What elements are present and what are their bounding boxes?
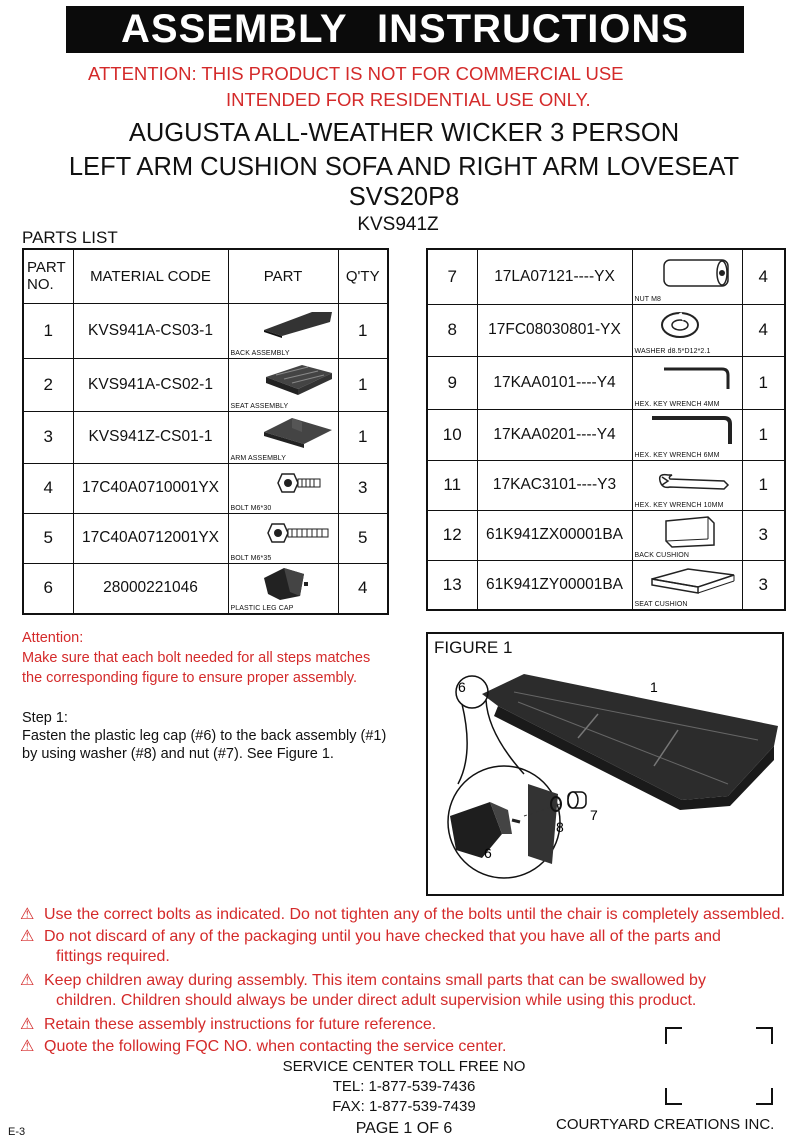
part-name: HEX. KEY WRENCH 4MM <box>634 400 720 408</box>
part-qty: 4 <box>338 563 388 614</box>
part-cell <box>228 513 338 563</box>
table-row <box>427 409 785 460</box>
washer-icon <box>658 309 708 343</box>
back-assembly-icon <box>262 308 334 338</box>
material-code: KVS941A-CS02-1 <box>73 358 228 411</box>
wrench-10mm-icon <box>654 467 738 497</box>
hex-key-6mm-icon <box>648 414 738 448</box>
header-qty: Q'TY <box>338 249 388 303</box>
part-qty: 3 <box>742 560 785 610</box>
table-row <box>23 358 388 411</box>
bolt-m6-35-icon <box>252 520 334 546</box>
material-code: 17KAA0201----Y4 <box>477 409 632 460</box>
part-qty: 4 <box>742 249 785 304</box>
part-name: BOLT M6*35 <box>230 554 272 562</box>
part-cell <box>632 510 742 560</box>
back-assembly-diagram <box>428 634 782 894</box>
seat-cushion-icon <box>648 565 738 595</box>
warning-text: Retain these assembly instructions for future reference. <box>44 1016 437 1033</box>
table-row <box>427 560 785 610</box>
attention-line-1: ATTENTION: THIS PRODUCT IS NOT FOR COMMERCIAL USE <box>88 63 624 84</box>
part-no: 11 <box>427 460 477 510</box>
part-qty: 1 <box>742 409 785 460</box>
leg-cap-stud <box>512 820 520 822</box>
warning-text: Use the correct bolts as indicated. Do not tighten any of the bolts until the chair is completely assembled. <box>44 906 785 923</box>
material-code: 28000221046 <box>73 563 228 614</box>
table-row <box>427 304 785 356</box>
material-code: 61K941ZY00001BA <box>477 560 632 610</box>
model-number-secondary: KVS941Z <box>357 214 439 235</box>
part-name: PLASTIC LEG CAP <box>230 605 294 612</box>
part-cell <box>228 303 338 358</box>
part-cell <box>632 356 742 409</box>
label-6-top: 6 <box>458 679 466 695</box>
part-no: 3 <box>23 411 73 463</box>
warning-triangle-icon: ⚠ <box>20 972 35 989</box>
page-number: PAGE 1 OF 6 <box>355 1120 453 1137</box>
material-code: 17C40A0710001YX <box>73 463 228 513</box>
part-name: BOLT M6*30 <box>230 504 272 512</box>
part-qty: 1 <box>338 358 388 411</box>
warning-text: Do not discard of any of the packaging until you have checked that you have all of the parts and <box>44 928 721 945</box>
table-row <box>427 249 785 304</box>
attention-note-line-2: the corresponding figure to ensure proper assembly. <box>22 670 358 686</box>
material-code: KVS941Z-CS01-1 <box>73 411 228 463</box>
part-no: 1 <box>23 303 73 358</box>
part-no: 4 <box>23 463 73 513</box>
table-row <box>427 510 785 560</box>
service-tel: TEL: 1-877-539-7436 <box>332 1078 476 1095</box>
header-part: PART <box>228 249 338 303</box>
nut-end <box>568 792 578 808</box>
label-6-bottom: 6 <box>484 845 492 861</box>
part-no: 6 <box>23 563 73 614</box>
part-qty: 1 <box>742 356 785 409</box>
step-line-2: by using washer (#8) and nut (#7). See Figure 1. <box>22 746 334 762</box>
nut-m8-icon <box>656 254 736 294</box>
table-row <box>23 563 388 614</box>
table-row <box>23 411 388 463</box>
attention-note-title: Attention: <box>22 630 84 646</box>
page-code: E-3 <box>8 1126 26 1138</box>
part-name: HEX. KEY WRENCH 6MM <box>634 451 720 459</box>
material-code: 17C40A0712001YX <box>73 513 228 563</box>
warning-4 <box>20 1014 436 1036</box>
bolt-m6-30-icon <box>258 470 330 496</box>
material-code: 17FC08030801-YX <box>477 304 632 356</box>
header-part-no: PART NO. <box>23 249 73 303</box>
material-code: 17KAA0101----Y4 <box>477 356 632 409</box>
parts-list-label: PARTS LIST <box>22 228 118 247</box>
part-no: 2 <box>23 358 73 411</box>
part-name: BACK CUSHION <box>634 551 689 559</box>
part-cell <box>228 463 338 513</box>
warning-2-continuation: fittings required. <box>56 948 170 965</box>
parts-table-right <box>426 248 786 611</box>
back-cushion-icon <box>662 513 732 549</box>
figure-title: FIGURE 1 <box>434 638 513 657</box>
part-qty: 4 <box>742 304 785 356</box>
label-1: 1 <box>650 679 658 695</box>
part-qty: 1 <box>742 460 785 510</box>
part-qty: 1 <box>338 303 388 358</box>
table-row <box>23 513 388 563</box>
warning-triangle-icon: ⚠ <box>20 928 35 945</box>
warning-2 <box>20 926 721 948</box>
part-qty: 3 <box>338 463 388 513</box>
part-name: SEAT CUSHION <box>634 601 688 608</box>
figure-1 <box>426 632 784 896</box>
part-cell <box>632 460 742 510</box>
service-fax: FAX: 1-877-539-7439 <box>332 1098 476 1115</box>
warning-triangle-icon: ⚠ <box>20 1038 35 1055</box>
model-number: SVS20P8 <box>348 183 460 211</box>
company-name: COURTYARD CREATIONS INC. <box>556 1116 775 1133</box>
label-8: 8 <box>556 819 564 835</box>
warning-text: Keep children away during assembly. This item contains small parts that can be swallowed by <box>44 972 706 989</box>
part-cell <box>632 560 742 610</box>
warning-text: Quote the following FQC NO. when contacting the service center. <box>44 1038 507 1055</box>
part-cell <box>228 358 338 411</box>
service-center-title: SERVICE CENTER TOLL FREE NO <box>282 1058 526 1075</box>
material-code: 17KAC3101----Y3 <box>477 460 632 510</box>
warning-1 <box>20 904 785 926</box>
warning-3 <box>20 970 706 992</box>
part-no: 12 <box>427 510 477 560</box>
table-row <box>427 460 785 510</box>
part-name: SEAT ASSEMBLY <box>230 402 289 410</box>
part-name: HEX. KEY WRENCH 10MM <box>634 501 724 509</box>
step-line-1: Fasten the plastic leg cap (#6) to the back assembly (#1) <box>22 728 387 744</box>
part-name: ARM ASSEMBLY <box>230 454 287 462</box>
panel-corner-detail <box>528 784 558 864</box>
material-code: KVS941A-CS03-1 <box>73 303 228 358</box>
material-code: 17LA07121----YX <box>477 249 632 304</box>
part-cell <box>632 249 742 304</box>
warning-5 <box>20 1036 506 1058</box>
parts-table-left <box>22 248 389 615</box>
title-banner: ASSEMBLY INSTRUCTIONS <box>66 6 744 53</box>
part-no: 9 <box>427 356 477 409</box>
product-title-line-2: LEFT ARM CUSHION SOFA AND RIGHT ARM LOVESEAT <box>68 153 740 181</box>
part-qty: 1 <box>338 411 388 463</box>
label-7: 7 <box>590 807 598 823</box>
part-name: BACK ASSEMBLY <box>230 349 290 357</box>
part-cell <box>228 563 338 614</box>
parts-header-row <box>23 249 388 303</box>
hex-key-4mm-icon <box>658 365 738 395</box>
part-name: NUT M8 <box>634 295 662 303</box>
part-qty: 5 <box>338 513 388 563</box>
arm-assembly-icon <box>262 416 334 448</box>
product-title-line-1: AUGUSTA ALL-WEATHER WICKER 3 PERSON <box>128 119 680 147</box>
part-no: 8 <box>427 304 477 356</box>
seat-assembly-icon <box>262 363 334 397</box>
callout-line <box>458 704 467 784</box>
part-cell <box>632 409 742 460</box>
step-title: Step 1: <box>22 710 68 726</box>
part-no: 10 <box>427 409 477 460</box>
part-cell <box>632 304 742 356</box>
warning-3-continuation: children. Children should always be under direct adult supervision while using this product. <box>56 992 697 1009</box>
part-name: WASHER d8.5*D12*2.1 <box>634 347 711 355</box>
attention-line-2: INTENDED FOR RESIDENTIAL USE ONLY. <box>226 89 591 110</box>
header-material-code: MATERIAL CODE <box>73 249 228 303</box>
attention-note-line-1: Make sure that each bolt needed for all steps matches <box>22 650 371 666</box>
material-code: 61K941ZX00001BA <box>477 510 632 560</box>
part-no: 5 <box>23 513 73 563</box>
part-no: 7 <box>427 249 477 304</box>
warning-triangle-icon: ⚠ <box>20 1016 35 1033</box>
part-cell <box>228 411 338 463</box>
table-row <box>427 356 785 409</box>
table-row <box>23 463 388 513</box>
table-row <box>23 303 388 358</box>
part-no: 13 <box>427 560 477 610</box>
part-qty: 3 <box>742 510 785 560</box>
warning-triangle-icon: ⚠ <box>20 906 35 923</box>
plastic-leg-cap-icon <box>260 566 320 602</box>
